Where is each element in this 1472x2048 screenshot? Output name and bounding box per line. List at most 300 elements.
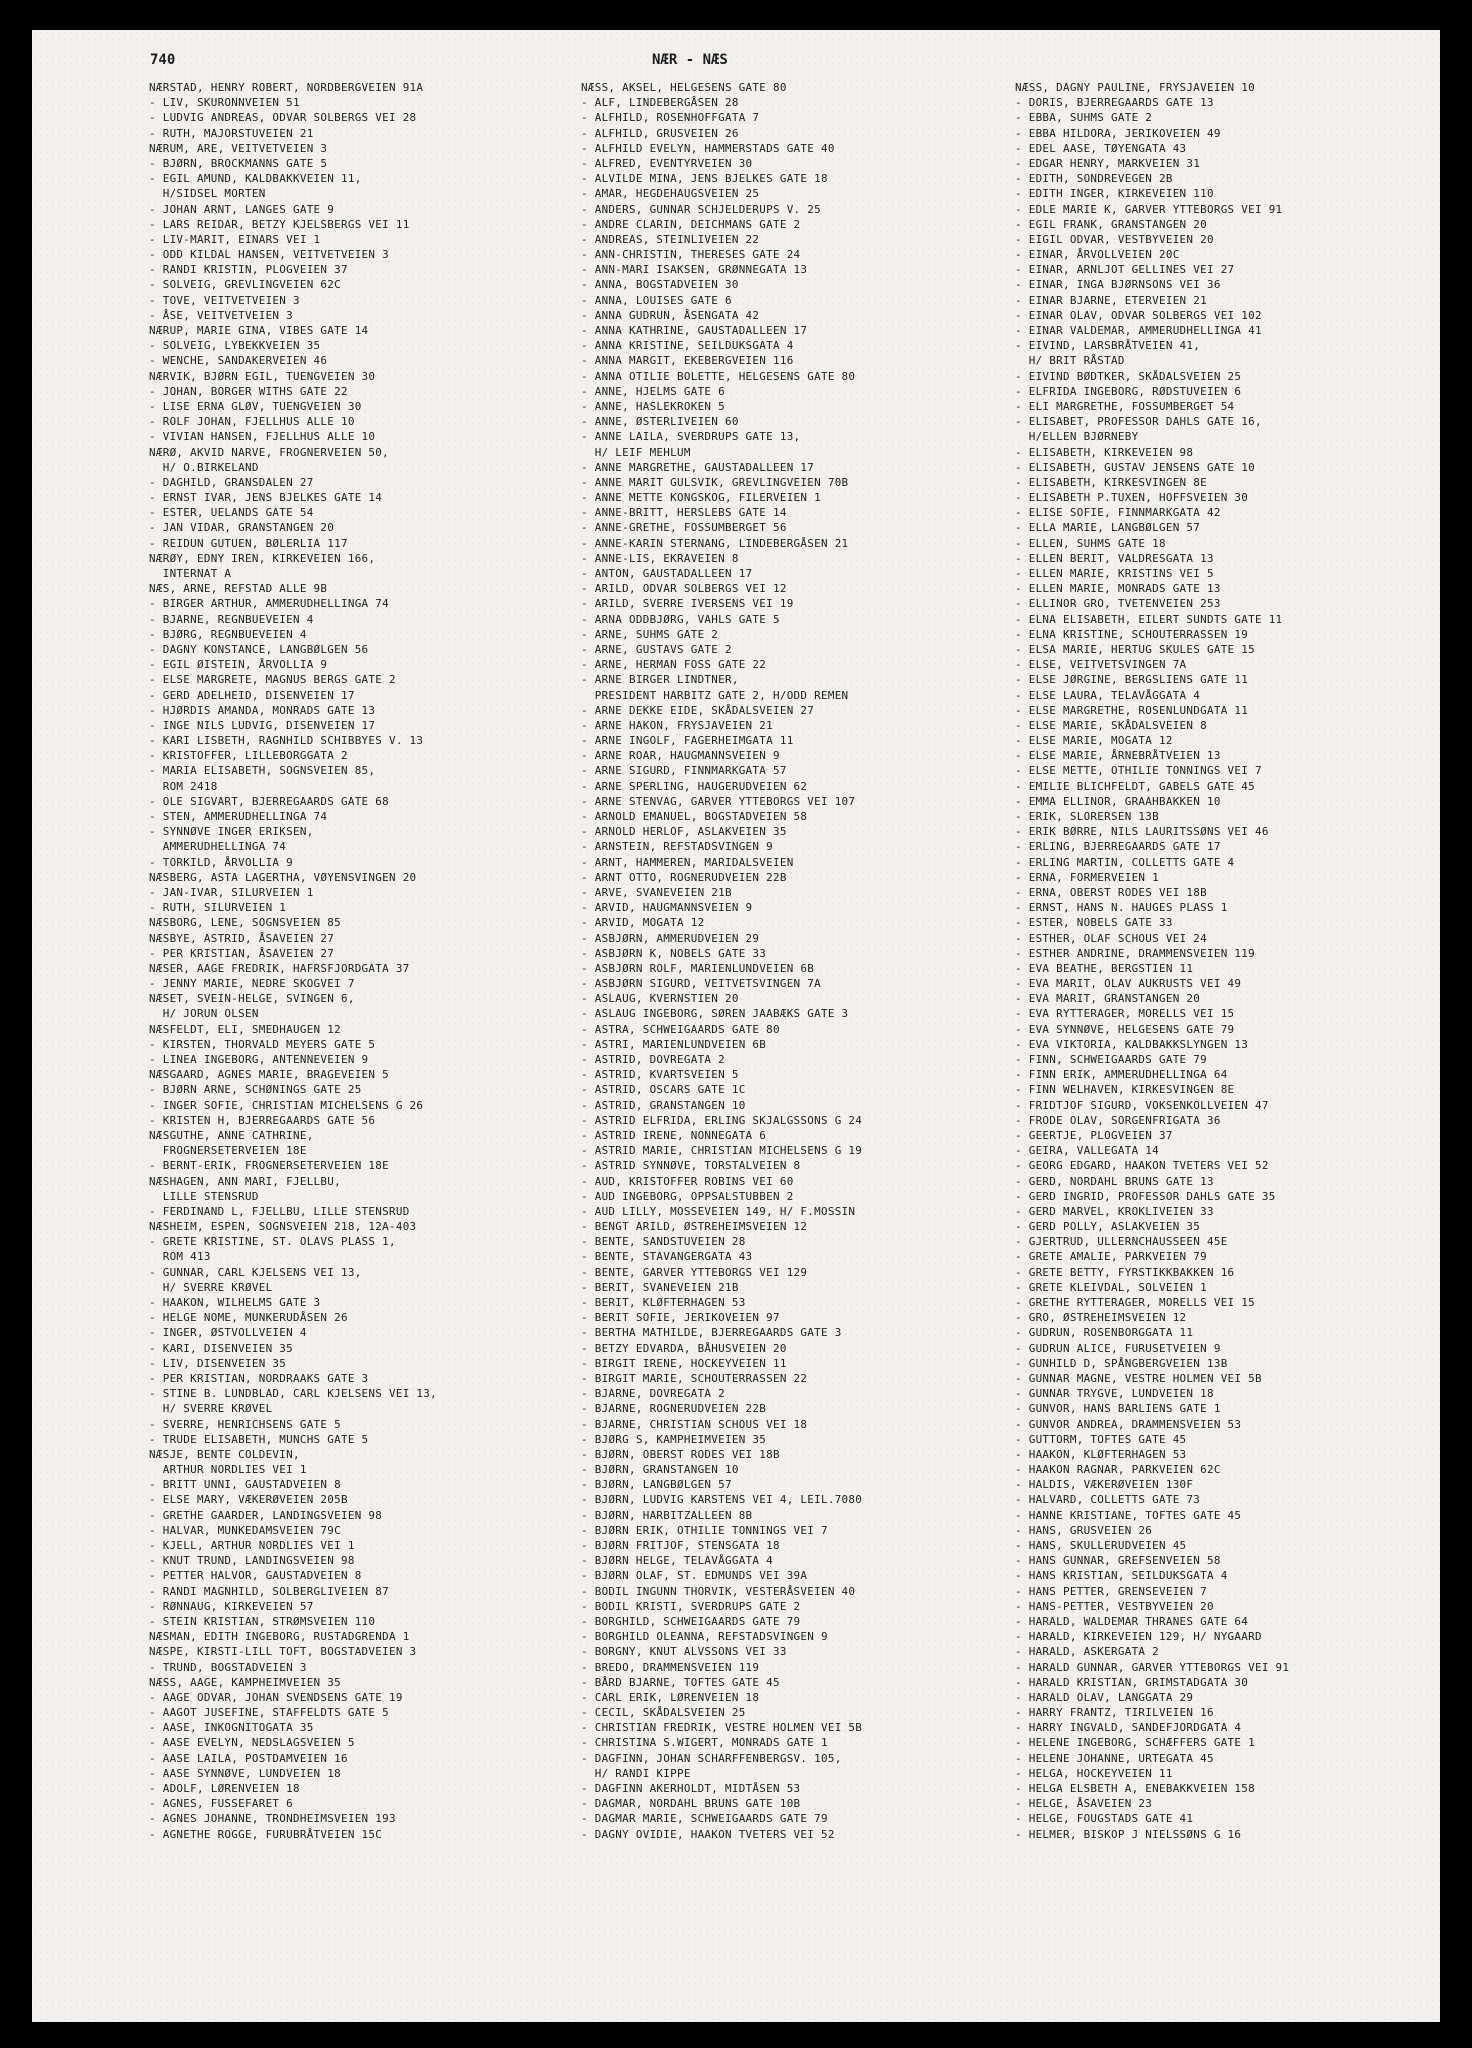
directory-entry: - MARIA ELISABETH, SOGNSVEIEN 85, (149, 764, 376, 778)
directory-entry: - ASTRID IRENE, NONNEGATA 6 (581, 1128, 767, 1142)
directory-entry: - ANNA MARGIT, EKEBERGVEIEN 116 (581, 354, 794, 368)
directory-entry: - BERIT, KLØFTERHAGEN 53 (581, 1296, 746, 1309)
directory-entry: NÆSS, AAGE, KAMPHEIMVEIEN 35 (149, 1675, 341, 1689)
directory-entry: - INGER SOFIE, CHRISTIAN MICHELSENS G 26 (149, 1098, 424, 1112)
directory-entry: - ANNE-LIS, EKRAVEIEN 8 (581, 551, 739, 565)
directory-entry: - ASTRID, GRANSTANGEN 10 (581, 1098, 746, 1112)
directory-entry: - EDGAR HENRY, MARKVEIEN 31 (1015, 156, 1201, 170)
directory-entry: - LIV-MARIT, EINARS VEI 1 (149, 232, 321, 246)
directory-entry: - ANDERS, GUNNAR SCHJELDERUPS V. 25 (581, 202, 821, 216)
directory-entry: - BENGT ARILD, ØSTREHEIMSVEIEN 12 (581, 1220, 808, 1234)
directory-entry: - EVA BEATHE, BERGSTIEN 11 (1015, 961, 1194, 975)
directory-entry: - HAAKON, KLØFTERHAGEN 53 (1015, 1447, 1187, 1461)
directory-entry: - ANNA OTILIE BOLETTE, HELGESENS GATE 80 (581, 369, 856, 383)
directory-entry: - FERDINAND L, FJELLBU, LILLE STENSRUD (149, 1204, 410, 1218)
directory-entry: - ELISABETH P.TUXEN, HOFFSVEIEN 30 (1015, 491, 1249, 505)
directory-entry: - BJARNE, DOVREGATA 2 (581, 1387, 725, 1401)
directory-entry: ROM 2418 (149, 779, 218, 793)
directory-entry: NÆRUM, ARE, VEITVETVEIEN 3 (149, 141, 328, 155)
directory-entry: - HAAKON RAGNAR, PARKVEIEN 62C (1015, 1463, 1221, 1477)
directory-entry: - ELISABET, PROFESSOR DAHLS GATE 16, (1015, 415, 1262, 429)
directory-entry: - GERD, NORDAHL BRUNS GATE 13 (1015, 1174, 1214, 1188)
directory-entry: - WENCHE, SANDAKERVEIEN 46 (149, 354, 328, 368)
directory-entry: - BJØRN ERIK, OTHILIE TONNINGS VEI 7 (581, 1523, 828, 1537)
directory-entry: - EDITH, SONDREVEGEN 2B (1015, 172, 1173, 186)
directory-entry: - AASE EVELYN, NEDSLAGSVEIEN 5 (149, 1736, 355, 1750)
directory-entry: NÆSGUTHE, ANNE CATHRINE, (149, 1128, 314, 1142)
directory-entry: - HELGA ELSBETH A, ENEBAKKVEIEN 158 (1015, 1782, 1255, 1795)
directory-entry: - GUNNAR TRYGVE, LUNDVEIEN 18 (1015, 1387, 1214, 1401)
directory-entry: - DAGHILD, GRANSDALEN 27 (149, 475, 314, 489)
directory-entry: H/ELLEN BJØRNEBY (1015, 430, 1139, 444)
directory-entry: NÆSBYE, ASTRID, ÅSAVEIEN 27 (149, 931, 335, 945)
directory-entry: - JOHAN ARNT, LANGES GATE 9 (149, 202, 335, 216)
directory-entry: - HARRY FRANTZ, TIRILVEIEN 16 (1015, 1706, 1214, 1720)
directory-entry: - ELLEN BERIT, VALDRESGATA 13 (1015, 551, 1214, 565)
directory-entry: - ELLEN, SUHMS GATE 18 (1015, 536, 1166, 550)
directory-entry: - BIRGIT IRENE, HOCKEYVEIEN 11 (581, 1356, 787, 1370)
directory-entry: - KARI, DISENVEIEN 35 (149, 1341, 293, 1355)
directory-entry: - ANNA GUDRUN, ÅSENGATA 42 (581, 308, 760, 322)
directory-entry: - ELSE MARGRETHE, ROSENLUNDGATA 11 (1015, 703, 1249, 717)
directory-entry: - GRETHE RYTTERAGER, MORELLS VEI 15 (1015, 1296, 1255, 1309)
directory-entry: - HELENE JOHANNE, URTEGATA 45 (1015, 1751, 1214, 1765)
directory-entry: - ERIK BØRRE, NILS LAURITSSØNS VEI 46 (1015, 825, 1269, 839)
directory-entry: - FRIDTJOF SIGURD, VOKSENKOLLVEIEN 47 (1015, 1098, 1269, 1112)
directory-entry: - JAN-IVAR, SILURVEIEN 1 (149, 885, 314, 899)
directory-entry: - BODIL KRISTI, SVERDRUPS GATE 2 (581, 1599, 801, 1613)
directory-entry: - ARNE STENVAG, GARVER YTTEBORGS VEI 107 (581, 794, 856, 808)
directory-entry: NÆRUP, MARIE GINA, VIBES GATE 14 (149, 324, 369, 337)
directory-entry: - AGNES, FUSSEFARET 6 (149, 1797, 293, 1811)
directory-entry: - LINEA INGEBORG, ANTENNEVEIEN 9 (149, 1053, 369, 1066)
running-head: NÆR - NÆS (652, 52, 728, 68)
directory-entry: - GUNHILD D, SPÅNGBERGVEIEN 13B (1015, 1356, 1228, 1370)
directory-entry: NÆSJE, BENTE COLDEVIN, (149, 1447, 300, 1461)
directory-entry: - BJØRN, BROCKMANNS GATE 5 (149, 156, 328, 170)
directory-entry: - EVA VIKTORIA, KALDBAKKSLYNGEN 13 (1015, 1037, 1249, 1051)
directory-entry: - KRISTEN H, BJERREGAARDS GATE 56 (149, 1113, 376, 1127)
directory-entry: - EGIL AMUND, KALDBAKKVEIEN 11, (149, 172, 362, 186)
directory-entry: - HAAKON, WILHELMS GATE 3 (149, 1296, 321, 1309)
directory-entry: - ARVID, HAUGMANNSVEIEN 9 (581, 901, 753, 915)
directory-entry: - ASTRID, DOVREGATA 2 (581, 1053, 725, 1066)
directory-entry: - BÅRD BJARNE, TOFTES GATE 45 (581, 1675, 780, 1689)
directory-entry: - ANTON, GAUSTADALLEEN 17 (581, 567, 753, 580)
directory-entry: - AUD LILLY, MOSSEVEIEN 149, H/ F.MOSSIN (581, 1204, 856, 1218)
directory-entry: - ELISABETH, GUSTAV JENSENS GATE 10 (1015, 460, 1255, 474)
directory-entry: - GUNNAR, CARL KJELSENS VEI 13, (149, 1265, 362, 1279)
directory-entry: - HELGA, HOCKEYVEIEN 11 (1015, 1766, 1173, 1780)
directory-entry: - BJØRG S, KAMPHEIMVEIEN 35 (581, 1432, 767, 1446)
directory-entry: NÆS, ARNE, REFSTAD ALLE 9B (149, 582, 328, 596)
directory-entry: - ASTRID MARIE, CHRISTIAN MICHELSENS G 19 (581, 1144, 863, 1158)
directory-entry: - SYNNØVE INGER ERIKSEN, (149, 825, 314, 839)
directory-entry: - HARRY INGVALD, SANDEFJORDGATA 4 (1015, 1721, 1242, 1735)
directory-entry: - HANS KRISTIAN, SEILDUKSGATA 4 (1015, 1569, 1228, 1583)
directory-entry: - ANNA KRISTINE, SEILDUKSGATA 4 (581, 339, 794, 353)
directory-entry: - AMAR, HEGDEHAUGSVEIEN 25 (581, 187, 760, 201)
directory-entry: - ARNSTEIN, REFSTADSVINGEN 9 (581, 840, 773, 854)
directory-entry: - ERIK, SLORERSEN 13B (1015, 810, 1159, 823)
directory-entry: - ELLINOR GRO, TVETENVEIEN 253 (1015, 597, 1221, 611)
directory-entry: NÆSMAN, EDITH INGEBORG, RUSTADGRENDA 1 (149, 1630, 410, 1644)
directory-entry: - EDLE MARIE K, GARVER YTTEBORGS VEI 91 (1015, 202, 1283, 216)
directory-entry: - RANDI KRISTIN, PLOGVEIEN 37 (149, 263, 348, 277)
directory-entry: FROGNERSETERVEIEN 18E (149, 1144, 307, 1158)
directory-entry: - ELFRIDA INGEBORG, RØDSTUVEIEN 6 (1015, 384, 1242, 398)
directory-entry: - STINE B. LUNDBLAD, CARL KJELSENS VEI 13, (149, 1387, 437, 1401)
directory-entry: - ARNE HAKON, FRYSJAVEIEN 21 (581, 718, 773, 732)
directory-entry: - BJARNE, CHRISTIAN SCHOUS VEI 18 (581, 1417, 808, 1431)
directory-entry: - HARALD GUNNAR, GARVER YTTEBORGS VEI 91 (1015, 1660, 1290, 1674)
directory-entry: - BERTHA MATHILDE, BJERREGAARDS GATE 3 (581, 1326, 842, 1340)
directory-entry: - HALVARD, COLLETTS GATE 73 (1015, 1493, 1201, 1507)
directory-entry: - RUTH, SILURVEIEN 1 (149, 901, 287, 915)
directory-entry: - ALFHILD, ROSENHOFFGATA 7 (581, 111, 760, 125)
directory-entry: - GERD MARVEL, KROKLIVEIEN 33 (1015, 1204, 1214, 1218)
directory-entry: - ASTRID SYNNØVE, TORSTALVEIEN 8 (581, 1159, 801, 1173)
directory-entry: - BJØRN, LUDVIG KARSTENS VEI 4, LEIL.7080 (581, 1493, 863, 1507)
directory-entry: - GRETE AMALIE, PARKVEIEN 79 (1015, 1250, 1207, 1264)
directory-entry: - EDEL AASE, TØYENGATA 43 (1015, 141, 1187, 155)
directory-entry: ROM 413 (149, 1250, 211, 1264)
directory-entry: - ANNE-BRITT, HERSLEBS GATE 14 (581, 506, 787, 520)
directory-entry: - ELSE MARY, VÆKERØVEIEN 205B (149, 1493, 348, 1507)
directory-entry: - PER KRISTIAN, ÅSAVEIEN 27 (149, 946, 335, 960)
directory-entry: - ALFHILD, GRUSVEIEN 26 (581, 126, 739, 140)
directory-entry: - DORIS, BJERREGAARDS GATE 13 (1015, 96, 1214, 110)
directory-entry: - EBBA, SUHMS GATE 2 (1015, 111, 1153, 125)
column-3 (1015, 80, 1455, 1842)
directory-entry: - ELLEN MARIE, MONRADS GATE 13 (1015, 582, 1221, 596)
directory-entry: - DAGFINN, JOHAN SCHARFFENBERGSV. 105, (581, 1751, 842, 1765)
directory-entry: - EMMA ELLINOR, GRAAHBAKKEN 10 (1015, 794, 1221, 808)
directory-entry: - ERLING MARTIN, COLLETTS GATE 4 (1015, 855, 1235, 869)
directory-entry: - SOLVEIG, GREVLINGVEIEN 62C (149, 278, 341, 292)
directory-entry: H/ O.BIRKELAND (149, 460, 259, 474)
directory-entry: - ERNST, HANS N. HAUGES PLASS 1 (1015, 901, 1228, 915)
directory-entry: - GUTTORM, TOFTES GATE 45 (1015, 1432, 1187, 1446)
directory-entry: - ARNE, GUSTAVS GATE 2 (581, 642, 732, 656)
directory-entry: - BJARNE, ROGNERUDVEIEN 22B (581, 1402, 767, 1416)
directory-entry: - EDITH INGER, KIRKEVEIEN 110 (1015, 187, 1214, 201)
directory-entry: - HANNE KRISTIANE, TOFTES GATE 45 (1015, 1508, 1242, 1522)
directory-entry: NÆSBERG, ASTA LAGERTHA, VØYENSVINGEN 20 (149, 870, 417, 884)
directory-entry: - ESTHER, OLAF SCHOUS VEI 24 (1015, 931, 1207, 945)
directory-entry: - EVA MARIT, OLAV AUKRUSTS VEI 49 (1015, 977, 1242, 991)
directory-entry: INTERNAT A (149, 567, 232, 580)
directory-entry: - ASTRID, KVARTSVEIEN 5 (581, 1068, 739, 1082)
directory-entry: - HELGE NOME, MUNKERUDÅSEN 26 (149, 1311, 348, 1325)
directory-entry: - EBBA HILDORA, JERIKOVEIEN 49 (1015, 126, 1221, 140)
directory-entry: - ELSE MARIE, MOGATA 12 (1015, 734, 1173, 748)
directory-entry: - ANNE, HJELMS GATE 6 (581, 384, 725, 398)
directory-entry: - ALFHILD EVELYN, HAMMERSTADS GATE 40 (581, 141, 835, 155)
directory-entry: - KNUT TRUND, LANDINGSVEIEN 98 (149, 1554, 355, 1568)
directory-entry: - EGIL ØISTEIN, ÅRVOLLIA 9 (149, 658, 328, 672)
directory-entry: - DAGMAR MARIE, SCHWEIGAARDS GATE 79 (581, 1812, 828, 1826)
directory-entry: - BETZY EDVARDA, BÅHUSVEIEN 20 (581, 1341, 787, 1355)
directory-entry: - HARALD, KIRKEVEIEN 129, H/ NYGAARD (1015, 1630, 1262, 1644)
directory-entry: - GRO, ØSTREHEIMSVEIEN 12 (1015, 1311, 1187, 1325)
directory-entry: - AAGE ODVAR, JOHAN SVENDSENS GATE 19 (149, 1690, 403, 1704)
column-2 (581, 80, 1021, 1842)
directory-entry: - SOLVEIG, LYBEKKVEIEN 35 (149, 339, 321, 353)
directory-entry: - GRETHE GAARDER, LANDINGSVEIEN 98 (149, 1508, 383, 1522)
directory-entry: - EINAR, INGA BJØRNSONS VEI 36 (1015, 278, 1221, 292)
directory-entry: - BIRGIT MARIE, SCHOUTERRASSEN 22 (581, 1371, 808, 1385)
directory-entry: - LIV, SKURONNVEIEN 51 (149, 96, 300, 110)
directory-entry: - ANNE MARGRETHE, GAUSTADALLEEN 17 (581, 460, 815, 474)
directory-entry: - ROLF JOHAN, FJELLHUS ALLE 10 (149, 415, 355, 429)
directory-entry: - EIVIND, LARSBRÅTVEIEN 41, (1015, 339, 1201, 353)
directory-entry: - ANNE LAILA, SVERDRUPS GATE 13, (581, 430, 801, 444)
directory-entry: H/ SVERRE KRØVEL (149, 1402, 273, 1416)
directory-entry: - FINN, SCHWEIGAARDS GATE 79 (1015, 1053, 1207, 1066)
directory-entry: - AASE LAILA, POSTDAMVEIEN 16 (149, 1751, 348, 1765)
directory-entry: - ANNE-GRETHE, FOSSUMBERGET 56 (581, 521, 787, 535)
directory-entry: NÆSGAARD, AGNES MARIE, BRAGEVEIEN 5 (149, 1068, 389, 1082)
directory-entry: - EIGIL ODVAR, VESTBYVEIEN 20 (1015, 232, 1214, 246)
directory-entry: H/ SVERRE KRØVEL (149, 1280, 273, 1294)
directory-entry: - GUDRUN, ROSENBORGGATA 11 (1015, 1326, 1194, 1340)
directory-entry: - ESTER, NOBELS GATE 33 (1015, 916, 1173, 930)
directory-entry: - DAGFINN AKERHOLDT, MIDTÅSEN 53 (581, 1782, 801, 1795)
directory-entry: - GEERTJE, PLOGVEIEN 37 (1015, 1128, 1173, 1142)
directory-entry: - BORGHILD, SCHWEIGAARDS GATE 79 (581, 1614, 801, 1628)
directory-entry: - LUDVIG ANDREAS, ODVAR SOLBERGS VEI 28 (149, 111, 417, 125)
directory-entry: - GERD POLLY, ASLAKVEIEN 35 (1015, 1220, 1201, 1234)
directory-entry: - ARVE, SVANEVEIEN 21B (581, 885, 732, 899)
directory-entry: - JOHAN, BORGER WITHS GATE 22 (149, 384, 348, 398)
directory-entry: - BENTE, STAVANGERGATA 43 (581, 1250, 753, 1264)
directory-entry: - ASTRI, MARIENLUNDVEIEN 6B (581, 1037, 767, 1051)
directory-entry: - HELGE, FOUGSTADS GATE 41 (1015, 1812, 1194, 1826)
directory-entry: - HALDIS, VÆKERØVEIEN 130F (1015, 1478, 1194, 1492)
directory-entry: - GRETE KLEIVDAL, SOLVEIEN 1 (1015, 1280, 1207, 1294)
directory-entry: - ELSE MARIE, ÅRNEBRÅTVEIEN 13 (1015, 749, 1221, 763)
directory-entry: - BJØRN, LANGBØLGEN 57 (581, 1478, 732, 1492)
directory-entry: - ANDRE CLARIN, DEICHMANS GATE 2 (581, 217, 801, 231)
column-1 (149, 80, 589, 1842)
directory-entry: - GEIRA, VALLEGATA 14 (1015, 1144, 1159, 1158)
directory-entry: - ALVILDE MINA, JENS BJELKES GATE 18 (581, 172, 828, 186)
directory-entry: - ASTRID, OSCARS GATE 1C (581, 1083, 746, 1097)
directory-entry: NÆSS, DAGNY PAULINE, FRYSJAVEIEN 10 (1015, 81, 1255, 94)
directory-entry: - GUNNAR MAGNE, VESTRE HOLMEN VEI 5B (1015, 1371, 1262, 1385)
directory-entry: - HELENE INGEBORG, SCHÆFFERS GATE 1 (1015, 1736, 1255, 1750)
directory-entry: - HARALD OLAV, LANGGATA 29 (1015, 1690, 1194, 1704)
directory-entry: - ASLAUG, KVERNSTIEN 20 (581, 992, 739, 1006)
directory-entry: - AASE SYNNØVE, LUNDVEIEN 18 (149, 1766, 341, 1780)
directory-entry: - EINAR OLAV, ODVAR SOLBERGS VEI 102 (1015, 308, 1262, 322)
directory-entry: - AUD INGEBORG, OPPSALSTUBBEN 2 (581, 1189, 794, 1203)
directory-entry: - ODD KILDAL HANSEN, VEITVETVEIEN 3 (149, 248, 389, 262)
directory-entry: - AGNES JOHANNE, TRONDHEIMSVEIEN 193 (149, 1812, 396, 1826)
directory-entry: - BORGHILD OLEANNA, REFSTADSVINGEN 9 (581, 1630, 828, 1644)
directory-entry: NÆRSTAD, HENRY ROBERT, NORDBERGVEIEN 91A (149, 81, 424, 94)
directory-entry: - ALFRED, EVENTYRVEIEN 30 (581, 156, 753, 170)
directory-entry: - BODIL INGUNN THORVIK, VESTERÅSVEIEN 40 (581, 1584, 856, 1598)
directory-entry: - ARNE SPERLING, HAUGERUDVEIEN 62 (581, 779, 808, 793)
directory-entry: - JAN VIDAR, GRANSTANGEN 20 (149, 521, 335, 535)
directory-entry: - EINAR, ARNLJOT GELLINES VEI 27 (1015, 263, 1235, 277)
page-number: 740 (150, 52, 176, 68)
directory-entry: - ARNE DEKKE EIDE, SKÅDALSVEIEN 27 (581, 703, 815, 717)
directory-entry: - ADOLF, LØRENVEIEN 18 (149, 1782, 300, 1795)
directory-entry: - HALVAR, MUNKEDAMSVEIEN 79C (149, 1523, 341, 1537)
directory-entry: - GJERTRUD, ULLERNCHAUSSEEN 45E (1015, 1235, 1228, 1249)
directory-entry: - ELSE JØRGINE, BERGSLIENS GATE 11 (1015, 673, 1249, 687)
directory-entry: - FRODE OLAV, SORGENFRIGATA 36 (1015, 1113, 1221, 1127)
directory-entry: NÆSHEIM, ESPEN, SOGNSVEIEN 218, 12A-403 (149, 1220, 417, 1234)
directory-entry: NÆSPE, KIRSTI-LILL TOFT, BOGSTADVEIEN 3 (149, 1645, 417, 1659)
directory-entry: - REIDUN GUTUEN, BØLERLIA 117 (149, 536, 348, 550)
directory-entry: - ANN-MARI ISAKSEN, GRØNNEGATA 13 (581, 263, 808, 277)
directory-entry: ARTHUR NORDLIES VEI 1 (149, 1463, 307, 1477)
directory-entry: - ÅSE, VEITVETVEIEN 3 (149, 308, 293, 322)
directory-entry: - EINAR VALDEMAR, AMMERUDHELLINGA 41 (1015, 324, 1262, 337)
directory-entry: - ELI MARGRETHE, FOSSUMBERGET 54 (1015, 399, 1235, 413)
directory-entry: - BORGNY, KNUT ALVSSONS VEI 33 (581, 1645, 787, 1659)
directory-entry: - TORKILD, ÅRVOLLIA 9 (149, 855, 293, 869)
directory-entry: - ANNE, ØSTERLIVEIEN 60 (581, 415, 739, 429)
directory-entry: - ANNE MARIT GULSVIK, GREVLINGVEIEN 70B (581, 475, 849, 489)
directory-entry: - AAGOT JUSEFINE, STAFFELDTS GATE 5 (149, 1706, 389, 1720)
directory-entry: - ARNOLD EMANUEL, BOGSTADVEIEN 58 (581, 810, 808, 823)
directory-entry: - EINAR, ÅRVOLLVEIEN 20C (1015, 248, 1180, 262)
directory-entry: - ASBJØRN SIGURD, VEITVETSVINGEN 7A (581, 977, 821, 991)
directory-entry: - LARS REIDAR, BETZY KJELSBERGS VEI 11 (149, 217, 410, 231)
directory-entry: - BJARNE, REGNBUEVEIEN 4 (149, 612, 314, 626)
directory-entry: - ARNE, HERMAN FOSS GATE 22 (581, 658, 767, 672)
directory-entry: - HJØRDIS AMANDA, MONRADS GATE 13 (149, 703, 376, 717)
directory-entry: - HARALD KRISTIAN, GRIMSTADGATA 30 (1015, 1675, 1249, 1689)
directory-entry: - EGIL FRANK, GRANSTANGEN 20 (1015, 217, 1207, 231)
directory-entry: - ELSE LAURA, TELAVÅGGATA 4 (1015, 688, 1201, 702)
directory-entry: - BERIT, SVANEVEIEN 21B (581, 1280, 739, 1294)
directory-entry: - CHRISTINA S.WIGERT, MONRADS GATE 1 (581, 1736, 828, 1750)
directory-entry: - ERNST IVAR, JENS BJELKES GATE 14 (149, 491, 383, 505)
directory-entry: - LIV, DISENVEIEN 35 (149, 1356, 287, 1370)
directory-entry: - BJØRN ARNE, SCHØNINGS GATE 25 (149, 1083, 362, 1097)
directory-entry: - EMILIE BLICHFELDT, GABELS GATE 45 (1015, 779, 1255, 793)
directory-entry: AMMERUDHELLINGA 74 (149, 840, 287, 854)
directory-entry: NÆRØY, EDNY IREN, KIRKEVEIEN 166, (149, 551, 376, 565)
directory-entry: - ELSE, VEITVETSVINGEN 7A (1015, 658, 1187, 672)
directory-entry: - HANS GUNNAR, GREFSENVEIEN 58 (1015, 1554, 1221, 1568)
directory-entry: - AASE, INKOGNITOGATA 35 (149, 1721, 314, 1735)
directory-entry: H/ JORUN OLSEN (149, 1007, 259, 1021)
directory-entry: - DAGNY OVIDIE, HAAKON TVETERS VEI 52 (581, 1827, 835, 1841)
directory-entry: NÆRØ, AKVID NARVE, FROGNERVEIEN 50, (149, 445, 389, 459)
directory-entry: - ARNE, SUHMS GATE 2 (581, 627, 719, 641)
directory-entry: - BERNT-ERIK, FROGNERSETERVEIEN 18E (149, 1159, 389, 1173)
directory-entry: - ARNA ODDBJØRG, VAHLS GATE 5 (581, 612, 780, 626)
directory-entry: NÆSHAGEN, ANN MARI, FJELLBU, (149, 1174, 341, 1188)
directory-entry: - DAGNY KONSTANCE, LANGBØLGEN 56 (149, 642, 369, 656)
directory-entry: - ARILD, SVERRE IVERSENS VEI 19 (581, 597, 794, 611)
directory-entry: - ESTER, UELANDS GATE 54 (149, 506, 314, 520)
directory-entry: - ELSE METTE, OTHILIE TONNINGS VEI 7 (1015, 764, 1262, 778)
directory-entry: - EVA SYNNØVE, HELGESENS GATE 79 (1015, 1022, 1235, 1036)
directory-entry: - GRETE KRISTINE, ST. OLAVS PLASS 1, (149, 1235, 396, 1249)
directory-entry: - SVERRE, HENRICHSENS GATE 5 (149, 1417, 341, 1431)
directory-entry: - ESTHER ANDRINE, DRAMMENSVEIEN 119 (1015, 946, 1255, 960)
directory-entry: - BJØRN OLAF, ST. EDMUNDS VEI 39A (581, 1569, 808, 1583)
directory-entry: - BJØRN, GRANSTANGEN 10 (581, 1463, 739, 1477)
directory-entry: - ERLING, BJERREGAARDS GATE 17 (1015, 840, 1221, 854)
directory-entry: - ELLEN MARIE, KRISTINS VEI 5 (1015, 567, 1214, 580)
directory-entry: - GUDRUN ALICE, FURUSETVEIEN 9 (1015, 1341, 1221, 1355)
directory-entry: - BERIT SOFIE, JERIKOVEIEN 97 (581, 1311, 780, 1325)
directory-entry: NÆSET, SVEIN-HELGE, SVINGEN 6, (149, 992, 355, 1006)
directory-entry: - CARL ERIK, LØRENVEIEN 18 (581, 1690, 760, 1704)
directory-entry: - ERNA, OBERST RODES VEI 18B (1015, 885, 1207, 899)
directory-entry: - BJØRN FRITJOF, STENSGATA 18 (581, 1539, 780, 1552)
directory-entry: H/SIDSEL MORTEN (149, 187, 266, 201)
directory-entry: - STEN, AMMERUDHELLINGA 74 (149, 810, 328, 823)
directory-entry: - ELNA KRISTINE, SCHOUTERRASSEN 19 (1015, 627, 1249, 641)
directory-entry: - ARNE BIRGER LINDTNER, (581, 673, 739, 687)
directory-entry: H/ BRIT RÅSTAD (1015, 354, 1125, 368)
directory-entry: - TRUND, BOGSTADVEIEN 3 (149, 1660, 307, 1674)
directory-entry: - ARNT, HAMMEREN, MARIDALSVEIEN (581, 855, 794, 869)
directory-entry: - ARNT OTTO, ROGNERUDVEIEN 22B (581, 870, 787, 884)
directory-entry: - ARVID, MOGATA 12 (581, 916, 705, 930)
directory-entry: NÆSER, AAGE FREDRIK, HAFRSFJORDGATA 37 (149, 961, 410, 975)
directory-entry: - KRISTOFFER, LILLEBORGGATA 2 (149, 749, 348, 763)
directory-entry: - GERD INGRID, PROFESSOR DAHLS GATE 35 (1015, 1189, 1276, 1203)
directory-entry: - ELISABETH, KIRKEVEIEN 98 (1015, 445, 1194, 459)
directory-entry: - RANDI MAGNHILD, SOLBERGLIVEIEN 87 (149, 1584, 389, 1598)
directory-entry: - CECIL, SKÅDALSVEIEN 25 (581, 1706, 746, 1720)
directory-entry: - BRITT UNNI, GAUSTADVEIEN 8 (149, 1478, 341, 1492)
directory-entry: - BENTE, SANDSTUVEIEN 28 (581, 1235, 746, 1249)
directory-entry: - JENNY MARIE, NEDRE SKOGVEI 7 (149, 977, 355, 991)
directory-entry: - EINAR BJARNE, ETERVEIEN 21 (1015, 293, 1207, 307)
directory-entry: - FINN WELHAVEN, KIRKESVINGEN 8E (1015, 1083, 1235, 1097)
directory-entry: - ELISABETH, KIRKESVINGEN 8E (1015, 475, 1207, 489)
directory-entry: - ELSA MARIE, HERTUG SKULES GATE 15 (1015, 642, 1255, 656)
directory-entry: - GUNVOR ANDREA, DRAMMENSVEIEN 53 (1015, 1417, 1242, 1431)
directory-entry: NÆSBORG, LENE, SOGNSVEIEN 85 (149, 916, 341, 930)
directory-entry: - EIVIND BØDTKER, SKÅDALSVEIEN 25 (1015, 369, 1242, 383)
directory-entry: - ASBJØRN K, NOBELS GATE 33 (581, 946, 767, 960)
directory-entry: - ANNA, LOUISES GATE 6 (581, 293, 732, 307)
directory-entry: - HANS, GRUSVEIEN 26 (1015, 1523, 1153, 1537)
directory-entry: - OLE SIGVART, BJERREGAARDS GATE 68 (149, 794, 389, 808)
directory-entry: - ELSE MARIE, SKÅDALSVEIEN 8 (1015, 718, 1207, 732)
directory-entry: - TRUDE ELISABETH, MUNCHS GATE 5 (149, 1432, 369, 1446)
directory-entry: - ANN-CHRISTIN, THERESES GATE 24 (581, 248, 801, 262)
directory-entry: - RØNNAUG, KIRKEVEIEN 57 (149, 1599, 314, 1613)
directory-entry: - ANNA KATHRINE, GAUSTADALLEEN 17 (581, 324, 808, 337)
directory-entry: - EVA RYTTERAGER, MORELLS VEI 15 (1015, 1007, 1235, 1021)
directory-entry: - KJELL, ARTHUR NORDLIES VEI 1 (149, 1539, 355, 1552)
directory-entry: - BIRGER ARTHUR, AMMERUDHELLINGA 74 (149, 597, 389, 611)
directory-entry: - HANS, SKULLERUDVEIEN 45 (1015, 1539, 1187, 1552)
directory-entry: - BENTE, GARVER YTTEBORGS VEI 129 (581, 1265, 808, 1279)
directory-entry: - ELLA MARIE, LANGBØLGEN 57 (1015, 521, 1201, 535)
directory-entry: - INGER, ØSTVOLLVEIEN 4 (149, 1326, 307, 1340)
directory-entry: - BJØRG, REGNBUEVEIEN 4 (149, 627, 307, 641)
directory-entry: - TOVE, VEITVETVEIEN 3 (149, 293, 300, 307)
directory-entry: - ASLAUG INGEBORG, SØREN JAABÆKS GATE 3 (581, 1007, 849, 1021)
directory-entry: - ELNA ELISABETH, EILERT SUNDTS GATE 11 (1015, 612, 1283, 626)
directory-entry: - ANNE-KARIN STERNANG, LINDEBERGÅSEN 21 (581, 536, 849, 550)
